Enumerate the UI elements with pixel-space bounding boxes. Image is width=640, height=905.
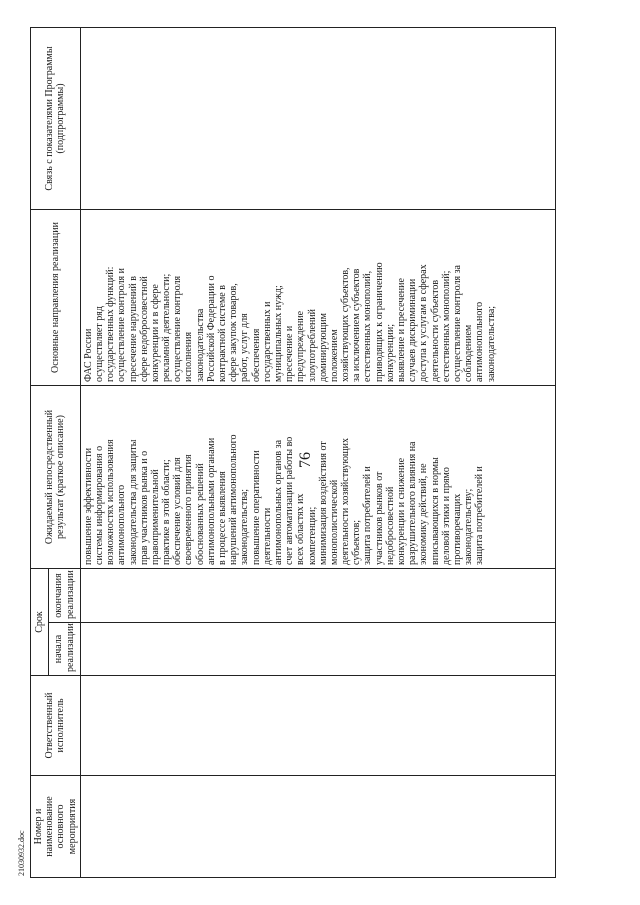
cell-term-start — [80, 623, 555, 676]
header-main-directions: Основные направления реализации — [31, 210, 81, 386]
cell-term-end — [80, 569, 555, 623]
header-term-end: окончания реализации — [49, 569, 80, 623]
page-number: 76 — [297, 452, 314, 468]
footer-document-id: 21030932.doc — [17, 830, 26, 876]
header-responsible-executor: Ответственный исполнитель — [31, 676, 81, 776]
cell-measure-name — [80, 776, 555, 878]
header-term: Срок — [31, 569, 49, 676]
cell-responsible-executor — [80, 676, 555, 776]
cell-expected-result: повышение эффективности системы информирования о возможностях использования антимонопольного законодательства для защиты прав участников рынка и о правоприменительной практике в этой области; обеспечение условий для своевременного принятия обоснованных решений антимонопольными органами в процессе выявления нарушений антимонопольного законодательства; повышение оперативности деятельности антимонопольных органов за счет автоматизации работы во всех областях их компетенции; минимизация воздействия от монополистической деятельности хозяйствующих субъектов; защита потребителей и участников рынков от недобросовестной конкуренции и снижение разрушительного влияния на экономику действий, не вписывающихся в нормы деловой этики и прямо противоречащих законодательству; защита потребителей и — [80, 386, 555, 569]
header-program-indicators: Связь с показателями Программы (подпрограммы) — [31, 28, 81, 210]
header-expected-result: Ожидаемый непосредственный результат (краткое описание) — [31, 386, 81, 569]
cell-program-indicators — [80, 28, 555, 210]
header-term-start: начала реализации — [49, 623, 80, 676]
rotated-table-wrapper — [30, 28, 620, 878]
header-measure-name: Номер и наименование основного мероприятия — [31, 776, 81, 878]
cell-main-directions: ФАС России осуществляет ряд государственных функций: осуществление контроля и пресечение нарушений в сфере недобросовестной конкуренции и в сфере рекламной деятельности; осуществление контроля исполнения законодательства Российской Федерации о контрактной системе в сфере закупок товаров, работ, услуг для обеспечения государственных и муниципальных нужд; пресечение и предупреждение злоупотреблений доминирующим положением хозяйствующих субъектов, за исключением субъектов естественных монополий, приводящих к ограничению конкуренции; выявление и пресечение случаев дискриминации доступа к услугам в сферах деятельности субъектов естественных монополий; осуществление контроля за соблюдением антимонопольного законодательства; — [80, 210, 555, 386]
table-row — [80, 28, 555, 878]
activities-table — [30, 27, 556, 878]
